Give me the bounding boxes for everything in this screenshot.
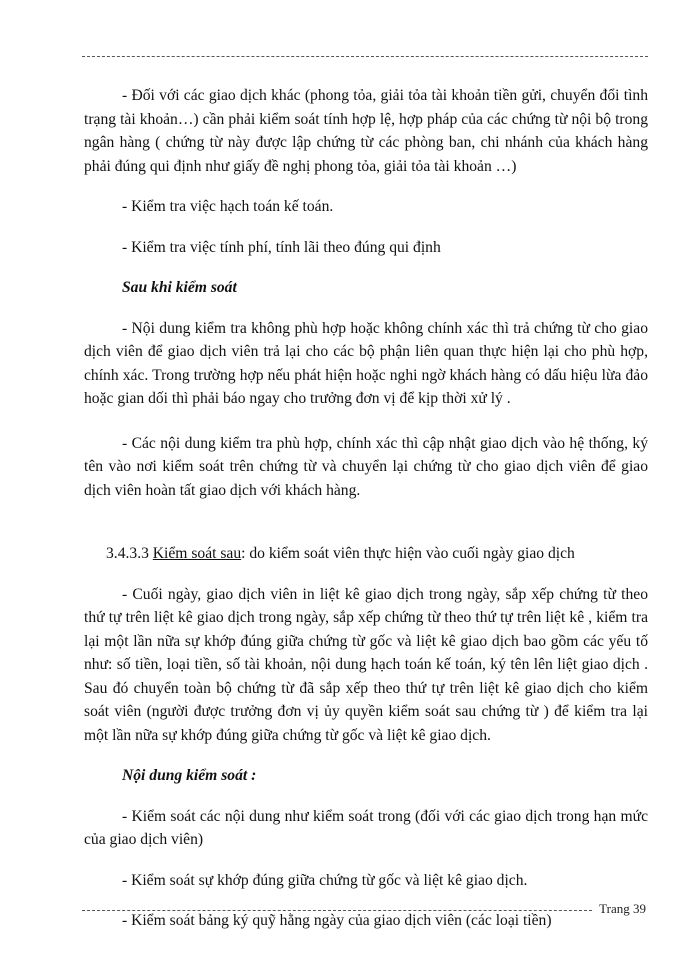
heading-control-content: Nội dung kiểm soát : xyxy=(122,767,257,784)
header-rule xyxy=(82,56,648,57)
page-number: Trang 39 xyxy=(599,901,646,916)
page-content xyxy=(84,84,648,933)
page-footer xyxy=(82,899,648,919)
section-heading-3-4-3-3 xyxy=(84,542,648,566)
heading-after-control: Sau khi kiểm soát xyxy=(122,279,237,296)
section-number: 3.4.3.3 xyxy=(106,545,149,562)
paragraph-end-of-day: - Cuối ngày, giao dịch viên in liệt kê giao dịch trong ngày, sắp xếp chứng từ theo thứ tự trên liệt kê giao dịch trong ngày, sắp xếp chứng từ theo thứ tự trên liệt kê , kiểm tra lại một lần nữa sự khớp đúng giữa chứng từ gốc và liệt kê giao dịch bao gồm các yếu tố như: số tiền, loại tiền, số tài khoản, nội dung hạch toán kế toán, ký tên lên liệt giao dịch . Sau đó chuyển toàn bộ chứng từ đã sắp xếp theo thứ tự trên liệt kê giao dịch cho kiểm soát viên (người được trưởng đơn vị ủy quyền kiểm soát sau chứng từ ) để kiểm tra lại một lần nữa sự khớp đúng giữa chứng từ gốc và liệt kê giao dịch. xyxy=(84,585,648,744)
paragraph-other-transactions: - Đối với các giao dịch khác (phong tỏa, giải tỏa tài khoản tiền gửi, chuyển đổi tình trạng tài khoản…) cần phải kiểm soát tính hợp lệ, hợp pháp của các chứng từ nội bộ trong ngân hàng ( chứng từ này được lập chứng từ các phòng ban, chi nhánh của khách hàng phải đúng qui định như giấy đề nghị phong tỏa, giải tỏa tài khoản …) xyxy=(84,87,648,175)
paragraph-control-deposit: - Kiểm soát bảng ký quỹ hằng ngày của giao dịch viên (các loại tiền) xyxy=(122,912,552,929)
paragraph-mismatch-action: - Nội dung kiểm tra không phù hợp hoặc không chính xác thì trả chứng từ cho giao dịch viên để giao dịch viên trả lại cho các bộ phận liên quan thực hiện lại cho phù hợp, chính xác. Trong trường hợp nếu phát hiện hoặc nghi ngờ khách hàng có dấu hiệu lừa đảo hoặc gian dối thì phải báo ngay cho trưởng đơn vị để kịp thời xử lý . xyxy=(84,319,648,407)
footer-rule xyxy=(82,910,592,911)
paragraph-control-matching: - Kiểm soát sự khớp đúng giữa chứng từ gốc và liệt kê giao dịch. xyxy=(122,871,528,889)
section-description: : do kiểm soát viên thực hiện vào cuối ngày giao dịch xyxy=(241,545,575,562)
section-title: Kiểm soát sau xyxy=(152,545,242,562)
paragraph-check-fees: - Kiểm tra việc tính phí, tính lãi theo đúng qui định xyxy=(122,238,441,256)
paragraph-check-accounting: - Kiểm tra việc hạch toán kế toán. xyxy=(122,198,334,215)
paragraph-match-action: - Các nội dung kiểm tra phù hợp, chính xác thì cập nhật giao dịch vào hệ thống, ký tên vào nơi kiểm soát trên chứng từ và chuyển lại chứng từ cho giao dịch viên để giao dịch viên hoàn tất giao dịch với khách hàng. xyxy=(84,434,648,499)
paragraph-control-limits: - Kiểm soát các nội dung như kiểm soát trong (đối với các giao dịch trong hạn mức của giao dịch viên) xyxy=(84,807,648,848)
